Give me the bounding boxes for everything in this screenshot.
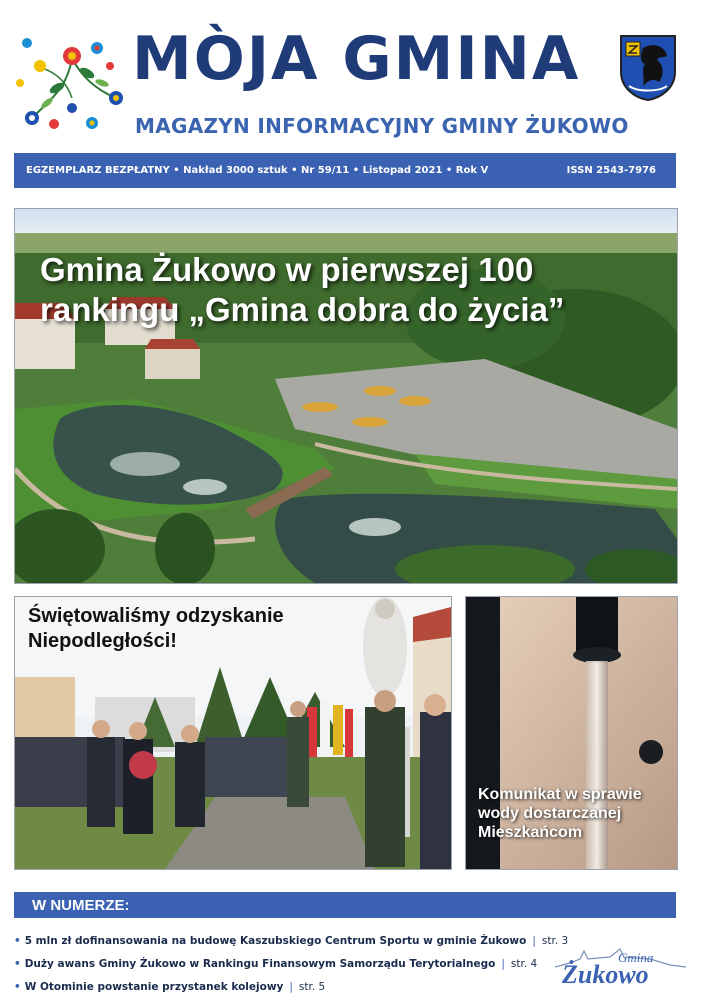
main-article-headline[interactable]: Gmina Żukowo w pierwszej 100 rankingu „Gmina dobra do życia” xyxy=(40,251,565,328)
ceremony-article-headline[interactable]: Świętowaliśmy odzyskanie Niepodległości! xyxy=(28,605,284,652)
issue-item-text: 5 mln zł dofinansowania na budowę Kaszubskiego Centrum Sportu w gminie Żukowo xyxy=(24,935,527,947)
magazine-subtitle: MAGAZYN INFORMACYJNY GMINY ŻUKOWO xyxy=(135,114,629,138)
list-item[interactable] xyxy=(14,981,534,1004)
bullet-icon: • xyxy=(14,935,21,947)
logo-gmina-text: Gmina xyxy=(618,950,654,965)
magazine-title: MÒJA GMINA xyxy=(132,24,581,94)
issue-details: EGZEMPLARZ BEZPŁATNY • Nakład 3000 sztuk • Nr 59/11 • Listopad 2021 • Rok V xyxy=(26,165,489,176)
kashubian-embroidery-icon xyxy=(12,28,124,136)
issn-number: ISSN 2543-7976 xyxy=(566,165,656,176)
logo-zukowo-text: Żukowo xyxy=(562,960,649,989)
griffin-crest-icon xyxy=(619,34,677,102)
issue-item-text: Duży awans Gminy Żukowo w Rankingu Finansowym Samorządu Terytorialnego xyxy=(24,958,496,970)
list-item[interactable] xyxy=(14,935,569,958)
bullet-icon: • xyxy=(14,981,21,993)
issue-item-page: str. 5 xyxy=(298,981,326,993)
list-item[interactable] xyxy=(14,958,538,981)
in-this-issue-heading: W NUMERZE: xyxy=(32,897,130,914)
separator: | xyxy=(289,981,293,993)
issue-item-page: str. 3 xyxy=(541,935,569,947)
separator: | xyxy=(501,958,505,970)
in-this-issue-list xyxy=(14,935,569,1004)
in-this-issue-bar xyxy=(14,892,676,918)
issue-item-text: W Otominie powstanie przystanek kolejowy xyxy=(24,981,284,993)
issue-info-bar xyxy=(14,153,676,188)
issue-item-page: str. 4 xyxy=(510,958,538,970)
separator: | xyxy=(532,935,536,947)
bullet-icon: • xyxy=(14,958,21,970)
water-article-headline[interactable]: Komunikat w sprawie wody dostarczanej Mieszkańcom xyxy=(478,786,642,841)
